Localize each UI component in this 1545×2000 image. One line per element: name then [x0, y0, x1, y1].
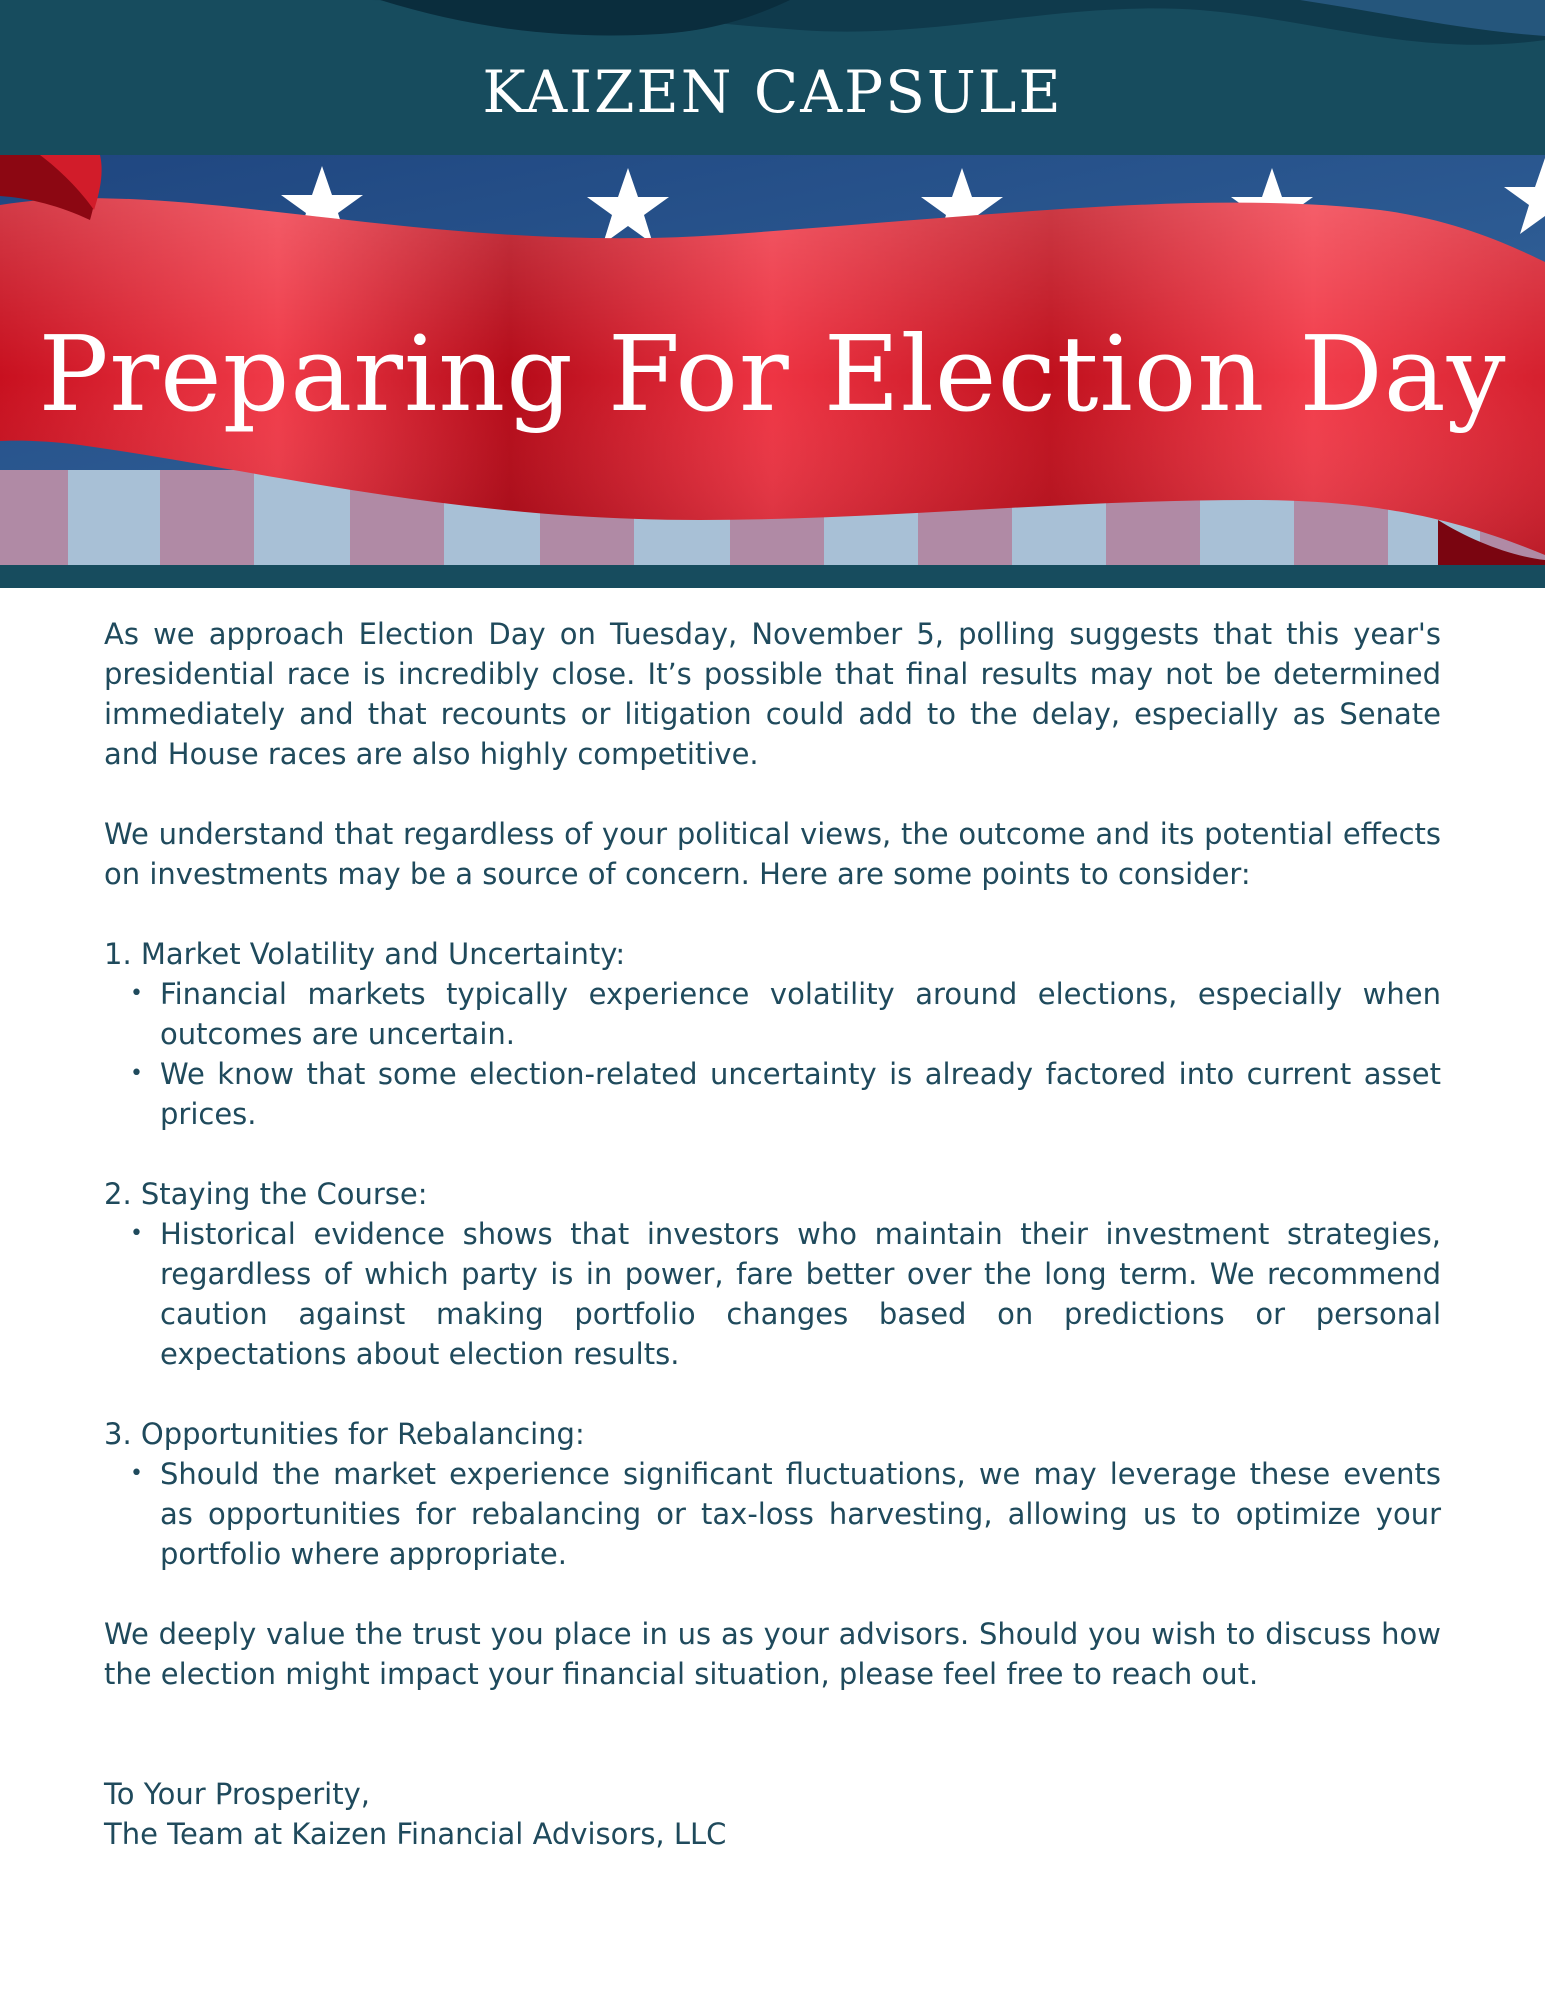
section-staying-course	[104, 1174, 1441, 1374]
list-item: • Should the market experience significant fluctuations, we may leverage these events as opportunities for rebalancing or tax-loss harvesting, allowing us to optimize your portfolio where appropriate.	[160, 1454, 1441, 1574]
bullet-list	[104, 974, 1441, 1134]
intro-paragraph: As we approach Election Day on Tuesday, November 5, polling suggests that this year's presidential race is incredibly close. It’s possible that final results may not be determined immediately and that recounts or litigation could add to the delay, especially as Senate and House races are also highly competitive.	[104, 617, 1441, 771]
section-rebalancing	[104, 1414, 1441, 1574]
brand-title: KAIZEN CAPSULE	[482, 58, 1063, 126]
header-banner	[0, 0, 1545, 588]
signoff	[104, 1774, 1441, 1854]
list-item: • Financial markets typically experience volatility around elections, especially when outcomes are uncertain.	[160, 974, 1441, 1054]
list-item: • We know that some election-related uncertainty is already factored into current asset prices.	[160, 1054, 1441, 1134]
letter-body	[104, 614, 1441, 1854]
section-title: 3. Opportunities for Rebalancing:	[104, 1417, 585, 1451]
concern-paragraph: We understand that regardless of your political views, the outcome and its potential effects on investments may be a source of concern. Here are some points to consider:	[104, 817, 1441, 891]
section-market-volatility	[104, 934, 1441, 1134]
bullet-list	[104, 1214, 1441, 1374]
section-title: 1. Market Volatility and Uncertainty:	[104, 937, 626, 971]
section-title: 2. Staying the Course:	[104, 1177, 428, 1211]
signoff-line: To Your Prosperity,	[104, 1777, 370, 1811]
bullet-list	[104, 1454, 1441, 1574]
page-title: Preparing For Election Day	[38, 313, 1507, 435]
closing-paragraph: We deeply value the trust you place in us as your advisors. Should you wish to discuss how the election might impact your financial situation, please feel free to reach out.	[104, 1617, 1441, 1691]
list-item: • Historical evidence shows that investors who maintain their investment strategies, regardless of which party is in power, fare better over the long term. We recommend caution against making portfolio changes based on predictions or personal expectations about election results.	[160, 1214, 1441, 1374]
signoff-team: The Team at Kaizen Financial Advisors, LLC	[104, 1817, 727, 1851]
